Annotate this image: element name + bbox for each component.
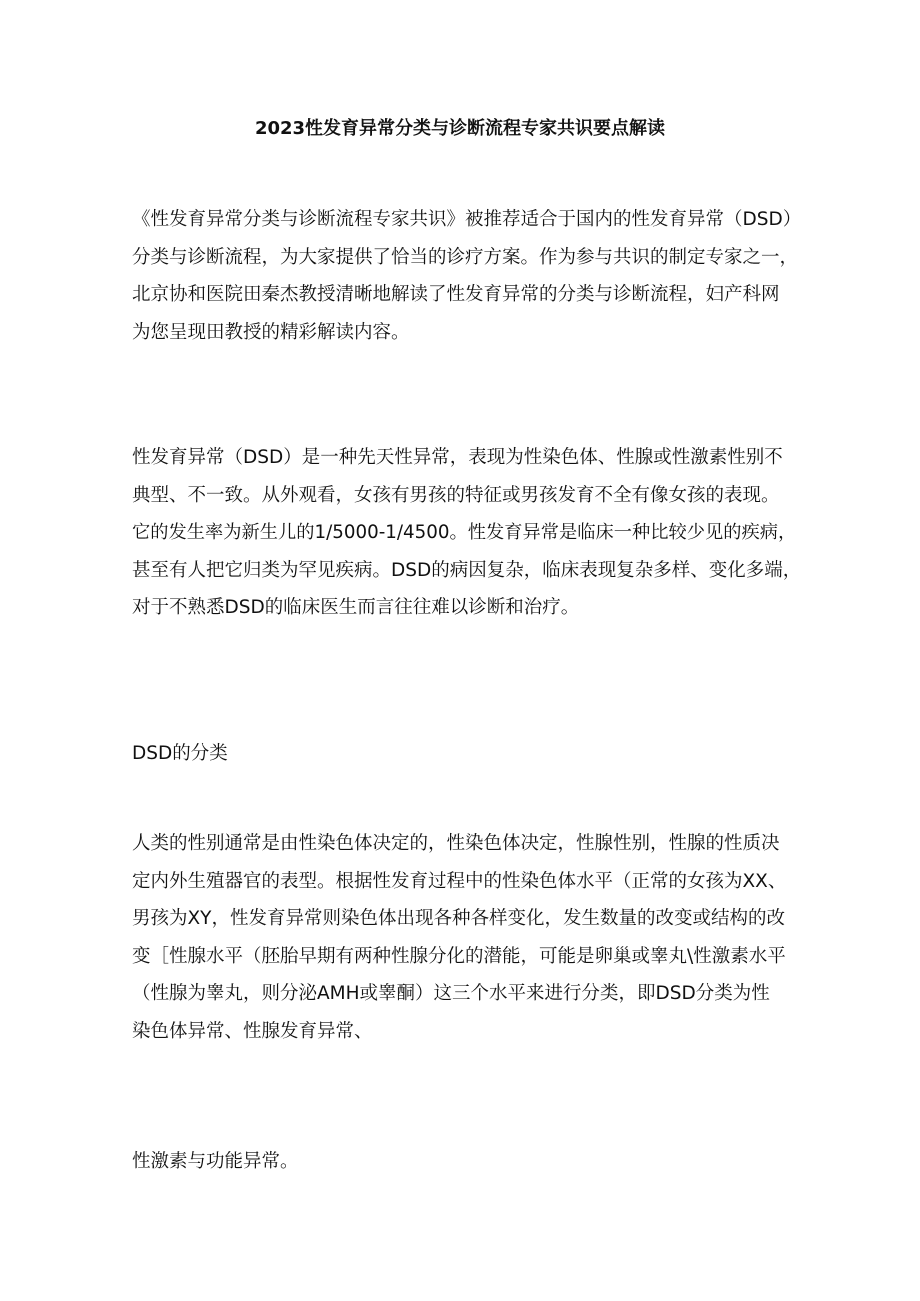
paragraph-line: 对于不熟悉DSD的临床医生而言往往难以诊断和治疗。	[132, 597, 580, 618]
paragraph-line: 染色体异常、性腺发育异常、	[132, 1020, 373, 1042]
paragraph-line: 《性发育异常分类与诊断流程专家共识》被推荐适合于国内的性发育异常（DSD）	[132, 209, 802, 230]
paragraph-line: 性激素与功能异常。	[132, 1151, 299, 1172]
paragraph-line: 定内外生殖器官的表型。根据性发育过程中的性染色体水平（正常的女孩为XX、	[132, 870, 787, 892]
paragraph-dsd-definition	[132, 439, 804, 627]
paragraph-line: 典型、不一致。从外观看，女孩有男孩的特征或男孩发育不全有像女孩的表现。	[132, 484, 780, 506]
section-heading-dsd-classification	[132, 735, 804, 773]
paragraph-line: 性发育异常（DSD）是一种先天性异常，表现为性染色体、性腺或性激素性别不	[132, 447, 783, 468]
paragraph-line: 北京协和医院田秦杰教授清晰地解读了性发育异常的分类与诊断流程，妇产科网	[132, 284, 780, 305]
paragraph-line: 为您呈现田教授的精彩解读内容。	[132, 321, 410, 343]
paragraph-classification	[132, 825, 804, 1050]
document-title: 2023性发育异常分类与诊断流程专家共识要点解读	[254, 118, 666, 139]
paragraph-line: 人类的性别通常是由性染色体决定的，性染色体决定，性腺性别，性腺的性质决	[132, 833, 780, 854]
paragraph-line: 变［性腺水平（胚胎早期有两种性腺分化的潜能，可能是卵巢或睾丸\性激素水平	[132, 945, 786, 967]
paragraph-continuation	[132, 1143, 804, 1181]
section-heading-text: DSD的分类	[132, 743, 228, 764]
paragraph-line: 甚至有人把它归类为罕见疾病。DSD的病因复杂，临床表现复杂多样、变化多端，	[132, 559, 802, 581]
paragraph-line: （性腺为睾丸，则分泌AMH或睾酮）这三个水平来进行分类，即DSD分类为性	[132, 983, 770, 1004]
paragraph-line: 男孩为XY，性发育异常则染色体出现各种各样变化，发生数量的改变或结构的改	[132, 908, 785, 929]
paragraph-line: 它的发生率为新生儿的1/5000-1/4500。性发育异常是临床一种比较少见的疾病，	[132, 522, 797, 543]
paragraph-intro	[132, 201, 804, 351]
paragraph-line: 分类与诊断流程，为大家提供了恰当的诊疗方案。作为参与共识的制定专家之一，	[132, 246, 799, 268]
